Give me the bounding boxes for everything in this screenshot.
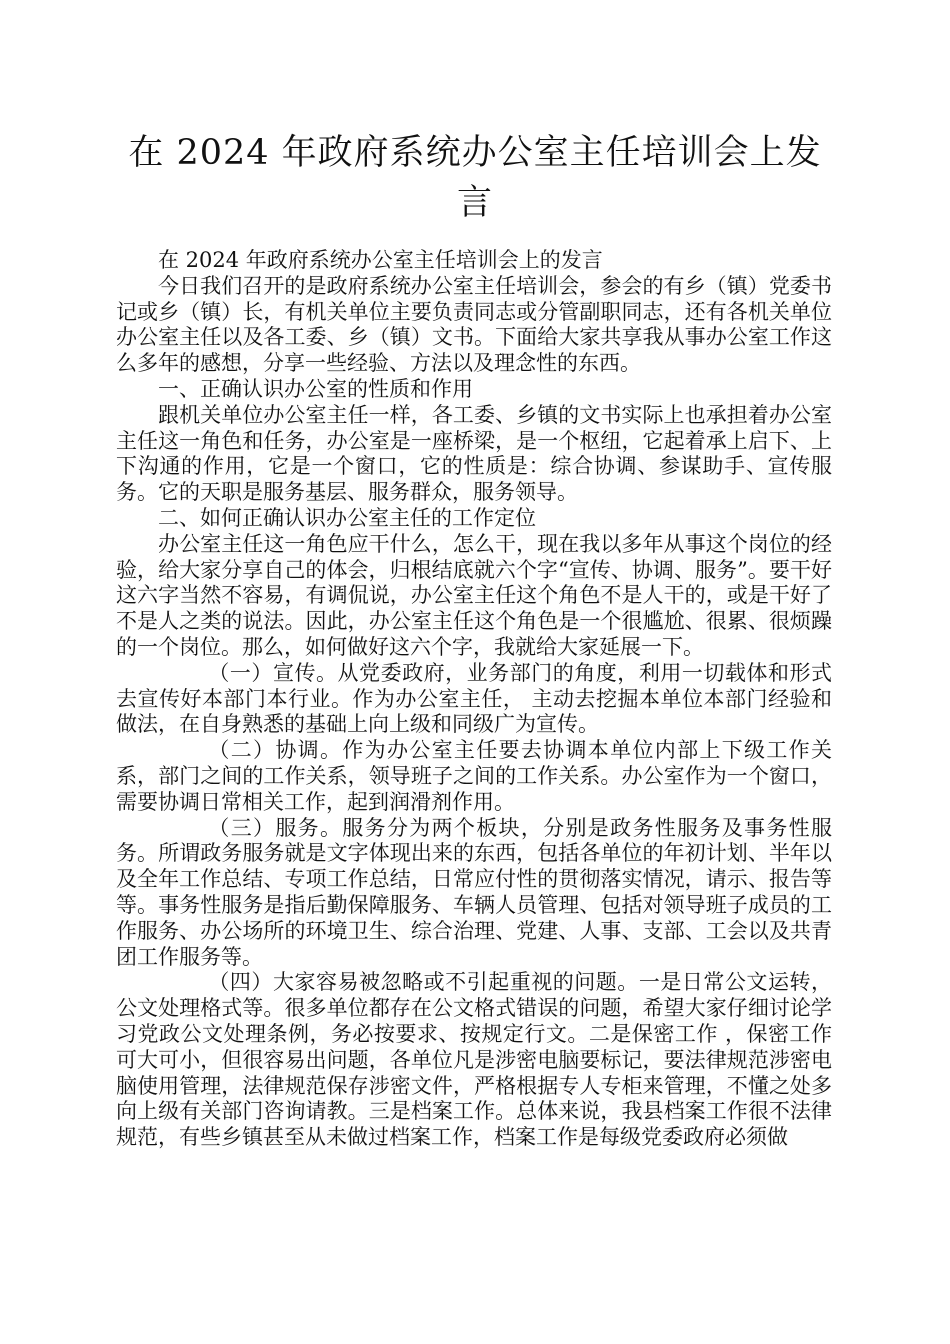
paragraph-item-2: （二）协调。作为办公室主任要去协调本单位内部上下级工作关系，部门之间的工作关系，领导班子之间的工作关系。办公室作为一个窗口，需要协调日常相关工作，起到润滑剂作用。 [116, 738, 832, 814]
paragraph-subtitle: 在 2024 年政府系统办公室主任培训会上的发言 [158, 248, 603, 272]
paragraph-item-3: （三）服务。服务分为两个板块，分别是政务性服务及事务性服务。所谓政务服务就是文字体现出来的东西，包括各单位的年初计划、半年以及全年工作总结、专项工作总结，日常应付性的贯彻落实情况，请示、报告等等。事务性服务是指后勤保障服务、车辆人员管理、包括对领导班子成员的工作服务、办公场所的环境卫生、综合治理、党建、人事、支部、工会以及共青团工作服务等。 [116, 815, 832, 969]
paragraph-intro: 今日我们召开的是政府系统办公室主任培训会，参会的有乡（镇）党委书记或乡（镇）长，有机关单位主要负责同志或分管副职同志，还有各机关单位办公室主任以及各工委、乡（镇）文书。下面给大家共享我从事办公室工作这么多年的感想，分享一些经验、方法以及理念性的东西。 [116, 273, 832, 376]
document-body [116, 248, 832, 1151]
paragraph-section-2: 办公室主任这一角色应干什么，怎么干，现在我以多年从事这个岗位的经验，给大家分享自己的体会，归根结底就六个字“宣传、协调、服务”。要干好这六字当然不容易，有调侃说，办公室主任这个角色不是人干的，或是干好了不是人之类的说法。因此，办公室主任这个角色是一个很尴尬、很累、很烦躁的一个岗位。那么，如何做好这六个字，我就给大家延展一下。 [116, 531, 832, 659]
paragraph-item-1: （一）宣传。从党委政府，业务部门的角度，利用一切载体和形式去宣传好本部门本行业。作为办公室主任， 主动去挖掘本单位本部门经验和做法，在自身熟悉的基础上向上级和同级广为宣传。 [116, 660, 832, 737]
paragraph-item-4: （四）大家容易被忽略或不引起重视的问题。一是日常公文运转，公文处理格式等。很多单位都存在公文格式错误的问题，希望大家仔细讨论学习党政公文处理条例，务必按要求、按规定行文。二是保密工作 ，保密工作可大可小，但很容易出问题，各单位凡是涉密电脑要标记，要法律规范涉密电脑使用管理，法律规范保存涉密文件，严格根据专人专柜来管理，不懂之处多向上级有关部门咨询请教。三是档案工作。总体来说，我县档案工作很不法律规范，有些乡镇甚至从未做过档案工作，档案工作是每级党委政府必须做 [116, 970, 832, 1150]
document-title: 在 2024 年政府系统办公室主任培训会上发言 [128, 133, 822, 223]
paragraph-section-1: 跟机关单位办公室主任一样，各工委、乡镇的文书实际上也承担着办公室主任这一角色和任务，办公室是一座桥梁，是一个枢纽，它起着承上启下、上下沟通的作用，它是一个窗口，它的性质是：综合协调、参谋助手、宣传服务。它的天职是服务基层、服务群众，服务领导。 [116, 402, 832, 505]
section-heading-2: 二、如何正确认识办公室主任的工作定位 [158, 505, 536, 530]
section-heading-1: 一、正确认识办公室的性质和作用 [158, 376, 473, 401]
